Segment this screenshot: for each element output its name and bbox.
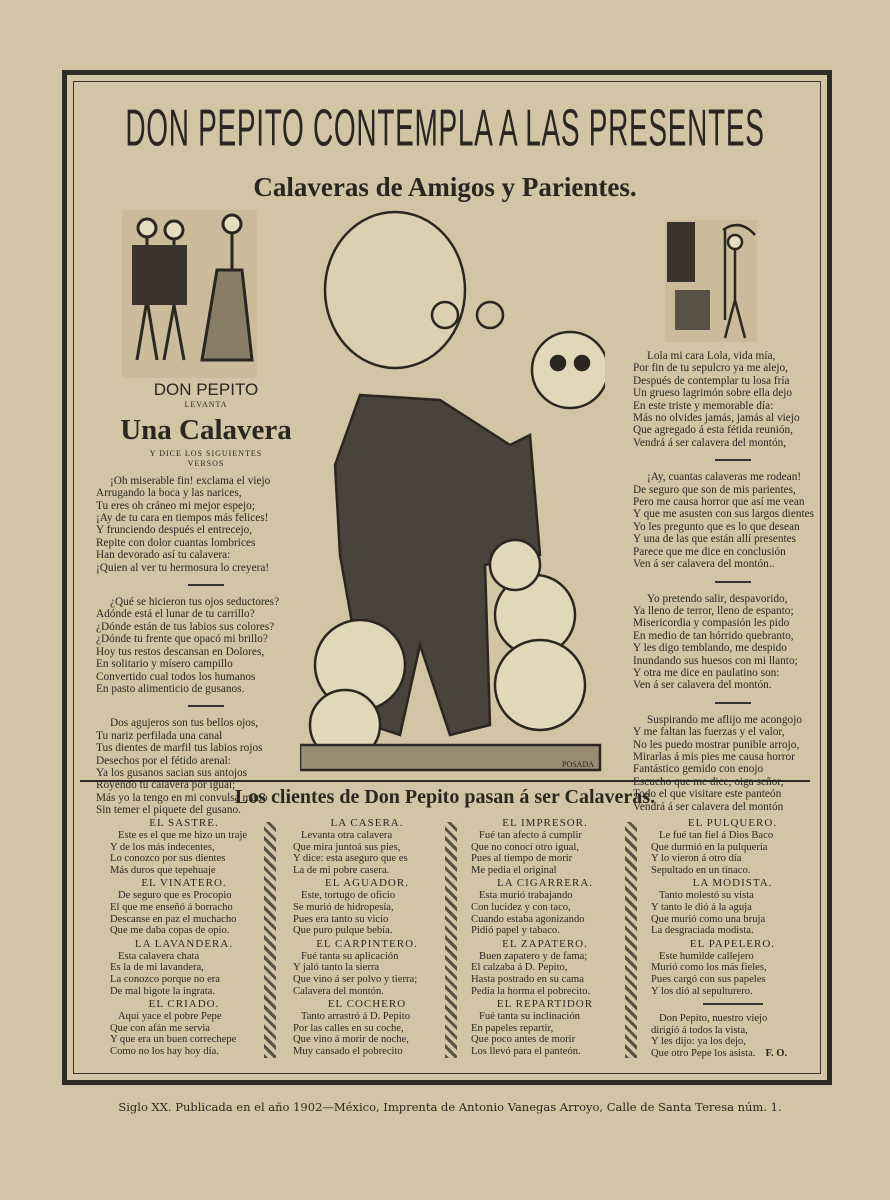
verse-line: La conozco porque no era bbox=[110, 973, 221, 985]
poem-stanza bbox=[96, 596, 316, 695]
poem-line: De seguro que son de mis parientes, bbox=[633, 483, 796, 496]
poem-line: Lola mi cara Lola, vida mía, bbox=[647, 350, 776, 362]
verse-signature: F. O. bbox=[765, 1047, 788, 1059]
poem-line: Sin temer el piquete del gusano. bbox=[96, 804, 241, 817]
poem-stanza bbox=[633, 593, 833, 692]
divider bbox=[188, 705, 224, 707]
verse bbox=[645, 951, 820, 997]
poem-line: Ven á ser calavera del montón. bbox=[633, 679, 772, 692]
verse bbox=[645, 1013, 820, 1059]
verse bbox=[465, 830, 625, 876]
verse-line: Descanse en paz el muchacho bbox=[110, 913, 237, 925]
verse-line: Como no los hay hoy día. bbox=[110, 1045, 219, 1057]
verse bbox=[287, 830, 447, 876]
divider bbox=[703, 1003, 763, 1005]
poem-line: Ya los gusanos sacian sus antojos bbox=[96, 766, 248, 779]
verse-heading: LA CASERA. bbox=[330, 817, 404, 829]
poem-line: Y otra me dice en paulatino son: bbox=[633, 666, 780, 679]
verse-heading: EL CRIADO. bbox=[148, 998, 220, 1011]
poem-line: Arrugando la boca y las narices, bbox=[96, 487, 242, 500]
poem-line: En este triste y memorable día: bbox=[633, 399, 774, 412]
divider bbox=[715, 702, 751, 704]
poem-line: ¿Dónde están de tus labios sus colores? bbox=[96, 620, 275, 633]
verse-line: Esta murió trabajando bbox=[479, 890, 573, 902]
verse bbox=[465, 890, 625, 936]
poem-stanza bbox=[96, 475, 316, 574]
section-rule bbox=[80, 780, 810, 782]
verse-heading: EL PAPELERO. bbox=[689, 937, 776, 950]
poem-line: Por fin de tu sepulcro ya me alejo, bbox=[633, 362, 788, 375]
poem-line: Parece que me dice en conclusión bbox=[633, 545, 786, 558]
una-calavera-heading: Una Calavera bbox=[120, 413, 292, 446]
verse-line: Y jaló tanto la sierra bbox=[293, 962, 380, 974]
poem-line: Desechos por el fétido arenal: bbox=[96, 754, 231, 767]
poem-line: Vendrá á ser calavera del montón bbox=[633, 800, 784, 813]
poem-line: Vendrá á ser calavera del montón, bbox=[633, 436, 787, 449]
verse-line: Tanto arrastró á D. Pepito bbox=[301, 1011, 410, 1023]
verse-line: Pidió papel y tabaco. bbox=[471, 925, 560, 937]
poem-line: Y me faltan las fuerzas y el valor, bbox=[633, 726, 785, 739]
verse-line: De mal bigote la ingrata. bbox=[110, 985, 216, 997]
poem-line: Convertido cual todos los humanos bbox=[96, 670, 256, 683]
poem-stanza bbox=[633, 471, 833, 570]
poem-line: Yo pretendo salir, despavorido, bbox=[647, 592, 788, 605]
skeleton-couple-illustration bbox=[122, 210, 257, 378]
clients-column bbox=[104, 816, 264, 1058]
right-poem-column bbox=[633, 350, 833, 823]
vine-ornament bbox=[625, 822, 637, 1058]
verse-line: Que poco antes de morir bbox=[471, 1034, 576, 1046]
poem-line: Y una de las que están allí presentes bbox=[633, 533, 797, 546]
poem-line: Royendo tu calavera por igual; bbox=[96, 779, 236, 792]
verse-line: Pues cargó con sus papeles bbox=[651, 973, 766, 985]
verse-heading: EL ZAPATERO. bbox=[502, 937, 588, 950]
poem-line: En medio de tan hórrido quebranto, bbox=[633, 629, 794, 642]
verse-line: Don Pepito, nuestro viejo bbox=[659, 1013, 768, 1025]
poem-line: En pasto alimenticio de gusanos. bbox=[96, 682, 245, 695]
verse-line: Cuando estaba agonizando bbox=[471, 913, 585, 925]
verse-line: Que mira juntoá sus pies, bbox=[293, 841, 401, 853]
verse-line: Murió como los más fieles, bbox=[651, 962, 767, 974]
verse bbox=[287, 1011, 447, 1057]
verse bbox=[104, 1011, 264, 1057]
clients-column bbox=[287, 816, 447, 1058]
page-subtitle: Calaveras de Amigos y Parientes. bbox=[253, 172, 637, 202]
verse-line: Esta calavera chata bbox=[118, 950, 200, 962]
poem-line: Escucho que me dice, oiga señor, bbox=[633, 775, 784, 788]
poem-line: Repite con dolor cuantas lombrices bbox=[96, 536, 256, 549]
y-dice-label: Y DICE LOS SIGUIENTES VERSOS bbox=[149, 448, 263, 468]
verse-line: Y dice: esta aseguro que es bbox=[293, 853, 408, 865]
verse-line: Que murió como una bruja bbox=[651, 913, 766, 925]
poem-line: No les puedo mostrar punible arrojo, bbox=[633, 738, 800, 751]
verse-line: La de mi pobre casera. bbox=[293, 864, 390, 876]
poem-line: Más no olvides jamás, jamás al viejo bbox=[633, 412, 800, 425]
verse-line: Los llevó para el panteón. bbox=[471, 1045, 581, 1057]
poem-line: Dos agujeros son tus bellos ojos, bbox=[110, 717, 259, 730]
poem-line: En solitario y mísero campillo bbox=[96, 658, 233, 671]
verse-line: Y lo vieron á otro día bbox=[651, 853, 742, 865]
poem-line: Después de contemplar tu losa fría bbox=[633, 374, 790, 387]
don-pepito-holding-skull-illustration bbox=[300, 205, 605, 775]
verse bbox=[287, 890, 447, 936]
verse-line: El calzaba á D. Pepito, bbox=[471, 962, 568, 974]
verse-line: Fué tanta su aplicación bbox=[301, 950, 399, 962]
verse-heading: EL VINATERO. bbox=[141, 877, 227, 890]
verse-heading: EL IMPRESOR. bbox=[502, 817, 588, 829]
poem-line: Hoy tus restos descansan en Dolores, bbox=[96, 645, 265, 658]
imprint-footer: Siglo XX. Publicada en el año 1902—México, Imprenta de Antonio Vanegas Arroyo, Calle de Santa Teresa núm. 1. bbox=[118, 1100, 782, 1114]
verse bbox=[287, 951, 447, 997]
poem-line: Adónde está el lunar de tu carrillo? bbox=[96, 608, 255, 621]
verse-heading: EL CARPINTERO. bbox=[316, 937, 418, 950]
verse-line: Aquí yace el pobre Pepe bbox=[118, 1011, 222, 1023]
verse bbox=[104, 890, 264, 936]
verse-line: Muy cansado el pobrecito bbox=[293, 1045, 403, 1057]
verse-line: Más duros que tepehuaje bbox=[110, 864, 216, 876]
verse-line: Le fué tan fiel á Dios Baco bbox=[659, 830, 774, 841]
verse-line: Lo conozco por sus dientes bbox=[110, 853, 226, 865]
verse-line: Que vino á ser polvo y tierra; bbox=[293, 973, 418, 985]
verse-line: Y tanto le dió á la aguja bbox=[651, 901, 752, 913]
poem-line: Y les digo temblando, me despido bbox=[633, 642, 787, 655]
vine-ornament bbox=[264, 822, 276, 1058]
page-title: DON PEPITO CONTEMPLA A LAS PRESENTES bbox=[125, 100, 765, 158]
verse-line: Pedía la horma el pobrecito. bbox=[471, 985, 591, 997]
verse-line: Fué tan afecto á cumplir bbox=[479, 830, 582, 841]
poem-line: ¡Quien al ver tu hermosura lo creyera! bbox=[96, 561, 270, 574]
verse-line-row bbox=[651, 1048, 820, 1060]
verse-heading: EL COCHERO bbox=[327, 998, 407, 1011]
poem-line: Y que me asusten con sus largos dientes bbox=[633, 508, 815, 521]
verse-line: Y de los más indecentes, bbox=[110, 841, 215, 853]
poem-line: Ven á ser calavera del montón.. bbox=[633, 558, 775, 571]
verse-line: Levanta otra calavera bbox=[301, 830, 393, 841]
verse-heading: EL REPARTIDOR bbox=[496, 998, 594, 1011]
poem-line: ¡Oh miserable fin! exclama el viejo bbox=[110, 474, 271, 487]
verse-line: En papeles repartir, bbox=[471, 1022, 554, 1034]
left-poem-column bbox=[96, 380, 316, 827]
verse-line: Que vino á morir de noche, bbox=[293, 1034, 409, 1046]
poem-line: Tu nariz perfilada una canal bbox=[96, 729, 223, 742]
verse bbox=[104, 951, 264, 997]
poem-line: ¡Ay, cuantas calaveras me rodean! bbox=[647, 471, 802, 484]
verse-line: Y que era un buen correchepe bbox=[110, 1034, 237, 1046]
artist-signature: POSADA bbox=[562, 760, 595, 769]
poem-line: ¿Qué se hicieron tus ojos seductores? bbox=[110, 596, 280, 609]
poem-line: Ya lleno de terror, lleno de espanto; bbox=[633, 604, 794, 617]
verse bbox=[645, 830, 820, 876]
poem-line: ¡Ay de tu cara en tiempos más felices! bbox=[96, 512, 269, 525]
poem-line: ¿Dónde tu frente que opacó mi brillo? bbox=[96, 633, 268, 646]
verse-line: Que otro Pepe los asista. bbox=[651, 1047, 756, 1059]
verse-line: Calavera del montón. bbox=[293, 985, 384, 997]
verse-line: Sepultado en un tinaco. bbox=[651, 864, 751, 876]
verse-line: Este, tortugo de oficio bbox=[301, 890, 396, 902]
verse-line: Pues al tiempo de morir bbox=[471, 853, 573, 865]
verse bbox=[104, 830, 264, 876]
verse-line: Se murió de hidropesía, bbox=[293, 901, 394, 913]
verse-line: Buen zapatero y de fama; bbox=[479, 950, 588, 962]
divider bbox=[188, 584, 224, 586]
clients-section-title: Los clientes de Don Pepito pasan á ser Calaveras. bbox=[234, 786, 656, 808]
poem-line: Inundando sus huesos con mi llanto; bbox=[633, 654, 798, 667]
verse-line: Que durmió en la pulquería bbox=[651, 841, 768, 853]
verse-line: Me pedia el original bbox=[471, 864, 557, 876]
verse-line: Por las calles en su coche, bbox=[293, 1022, 404, 1034]
don-pepito-heading: DON PEPITO bbox=[153, 380, 259, 399]
verse-line: Con lucidez y con taco, bbox=[471, 901, 571, 913]
poem-line: Suspirando me aflijo me acongojo bbox=[647, 713, 802, 726]
verse-line: Que con afán me servia bbox=[110, 1022, 211, 1034]
verse-heading: EL AGUADOR. bbox=[325, 877, 409, 890]
verse-line: Pues era tanto su vicio bbox=[293, 913, 389, 925]
verse-line: Es la de mi lavandera, bbox=[110, 962, 204, 974]
verse bbox=[645, 890, 820, 936]
verse-heading: LA CIGARRERA. bbox=[496, 877, 594, 890]
poem-line: Han devorado así tu calavera: bbox=[96, 549, 231, 562]
verse-line: Hasta postrado en su cama bbox=[471, 973, 584, 985]
verse-heading: EL SASTRE. bbox=[149, 817, 219, 829]
verse-line: Y los dió al sepulturero. bbox=[651, 985, 753, 997]
verse-heading: EL PULQUERO. bbox=[687, 817, 778, 829]
verse-line: dirigió á todos la vista, bbox=[651, 1024, 748, 1036]
verse-line: Que me daba copas de opio. bbox=[110, 925, 230, 937]
verse-heading: LA MODISTA. bbox=[692, 877, 773, 890]
clients-column bbox=[465, 816, 625, 1058]
verse-line: Y les dijo: ya los dejo, bbox=[651, 1036, 746, 1048]
verse bbox=[465, 1011, 625, 1057]
poem-line: Tus dientes de marfil tus labios rojos bbox=[96, 742, 263, 755]
verse-line: La desgraciada modista. bbox=[651, 925, 754, 937]
verse-line: Que no conocí otro igual, bbox=[471, 841, 579, 853]
divider bbox=[715, 581, 751, 583]
poem-line: Que agregado á esta fétida reunión, bbox=[633, 424, 793, 437]
poem-line: Y frunciendo después el entrecejo, bbox=[96, 524, 253, 537]
clients-column bbox=[645, 816, 820, 1060]
verse-heading: LA LAVANDERA. bbox=[134, 937, 234, 950]
verse-line: De seguro que es Procopio bbox=[118, 890, 232, 902]
poem-line: Fantástico gemido con enojo bbox=[633, 763, 764, 776]
verse-line: Tanto molestó su vista bbox=[659, 890, 754, 902]
verse-line: Que puro pulque bebía. bbox=[293, 925, 393, 937]
poem-line: Misericordia y compasión les pido bbox=[633, 617, 790, 630]
poem-line: Más yo la tengo en mi convulsa mano bbox=[96, 791, 268, 804]
levanta-label: LEVANTA bbox=[184, 400, 228, 410]
poem-line: Pero me causa horror que así me vean bbox=[633, 496, 805, 509]
verse-line: Este es el que me hizo un traje bbox=[118, 830, 248, 841]
poem-stanza bbox=[633, 350, 833, 449]
poem-line: Mirarlas á mis pies me causa horror bbox=[633, 750, 795, 763]
divider bbox=[715, 459, 751, 461]
verse-line: Fué tanta su inclinación bbox=[479, 1011, 580, 1023]
poem-line: Todo el que visitare este panteón bbox=[633, 788, 782, 801]
poem-line: Tu eres oh cráneo mi mejor espejo; bbox=[96, 499, 255, 512]
poem-line: Un grueso lagrimón sobre ella dejo bbox=[633, 387, 793, 400]
vine-ornament bbox=[445, 822, 457, 1058]
verse-line: El que me enseñó á borracho bbox=[110, 901, 233, 913]
poem-line: Yo les pregunto que es lo que desean bbox=[633, 520, 800, 533]
verse-line: Este humilde callejero bbox=[659, 950, 754, 962]
verse bbox=[465, 951, 625, 997]
death-with-scythe-illustration bbox=[665, 220, 757, 342]
